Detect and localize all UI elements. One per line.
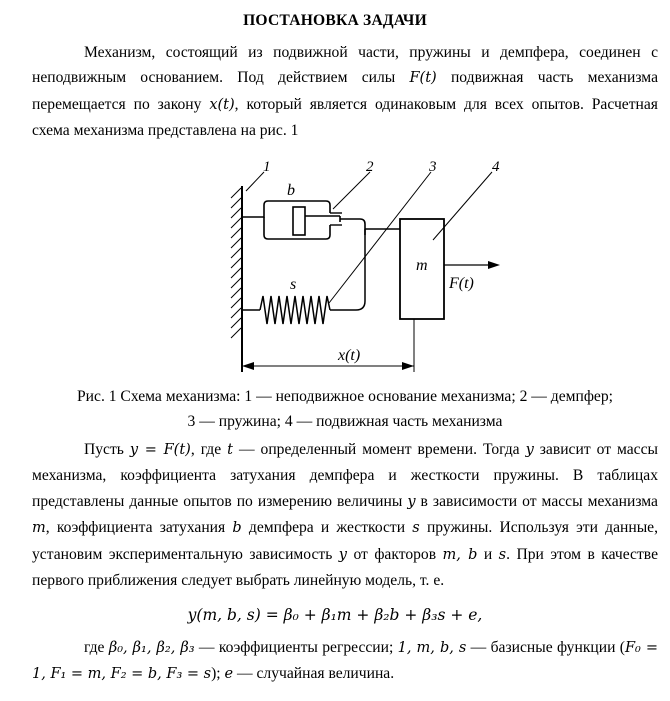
displacement-symbol: x(t) [209,96,235,113]
figure-caption [32,384,658,435]
formula-text: y(m, b, s) = β₀ + β₁m + β₂b + β₃s + e, [187,606,483,624]
body-text: зависит от массы механизма, коэффициента затухания демпфера и жесткости пружины. В таблицах представлены данные опытов по измерению величины [32,441,658,510]
intro-text-1: Механизм, состоящий из подвижной части, пружины и демпфера, соединен с неподвижным основанием. Под действием силы [32,44,658,87]
where-text: — коэффициенты регрессии; [194,639,398,656]
label-mass-m: m [416,257,428,274]
body-paragraph [32,437,658,593]
where-paragraph [32,635,658,688]
force-symbol: F(t) [409,70,437,87]
label-damper-b: b [287,182,295,199]
where-text: ); [211,665,225,683]
displacement-dimension [242,319,414,372]
symbol-t: t [227,442,233,458]
where-text: — случайная величина. [233,665,395,683]
body-text: , где [190,441,228,458]
symbol-b: b [232,520,242,537]
intro-text-2: подвижная часть механизма перемещается по закону [32,69,658,113]
label-spring-s: s [290,276,297,293]
body-text: . При этом в качестве первого приближения следует выбрать линейную модель, т. е. [32,545,658,590]
force-arrow [444,261,500,269]
body-text: , коэффициента затухания [45,519,233,537]
symbols-F: F₀ = 1, F₁ = m, F₂ = b, F₃ = s [32,640,659,683]
body-text: и [477,545,499,563]
body-text: Пусть [84,441,130,458]
caption-line-2: 3 — пружина; 4 — подвижная часть механизма [187,413,503,431]
fixed-base-hatching [231,188,241,338]
body-text: демпфера и жесткости [241,519,413,537]
body-text: от факторов [347,545,443,563]
symbol-s: s [412,520,420,537]
damper [242,201,365,239]
equation-y-F: y = F(t) [129,442,191,458]
symbol-y: y [407,493,416,510]
label-3: 3 [429,159,437,175]
where-text: — базисные функции ( [466,639,625,656]
symbol-s: s [498,546,507,563]
mechanism-diagram [0,150,670,380]
caption-line-1: Рис. 1 Схема механизма: 1 — неподвижное основание механизма; 2 — демпфер; [77,388,613,405]
symbol-y: y [338,546,347,563]
symbol-y: y [525,442,534,458]
symbols-betas: β₀, β₁, β₂, β₃ [108,640,195,656]
intro-paragraph [32,40,658,144]
body-text: пружины. Используя эти данные, установим экспериментальную зависимость [32,519,658,563]
where-text: где [84,639,109,656]
label-1: 1 [263,159,271,175]
symbols-basis: 1, m, b, s [397,640,467,656]
label-2: 2 [366,159,374,175]
body-text: в зависимости от массы механизма [415,492,658,510]
label-force: F(t) [449,275,474,292]
label-displacement: x(t) [338,347,361,364]
label-4: 4 [492,159,500,175]
page-title: ПОСТАНОВКА ЗАДАЧИ [243,12,427,29]
symbols-m-b: m, b [442,546,478,563]
regression-formula [0,606,670,625]
spring [242,229,365,324]
intro-text-3: , который является одинаковым для всех опытов. Расчетная схема механизма представлена на рис. 1 [32,95,658,140]
symbol-e: e [224,666,234,683]
body-text: — определенный момент времени. Тогда [232,441,526,458]
symbol-m: m [32,520,46,537]
